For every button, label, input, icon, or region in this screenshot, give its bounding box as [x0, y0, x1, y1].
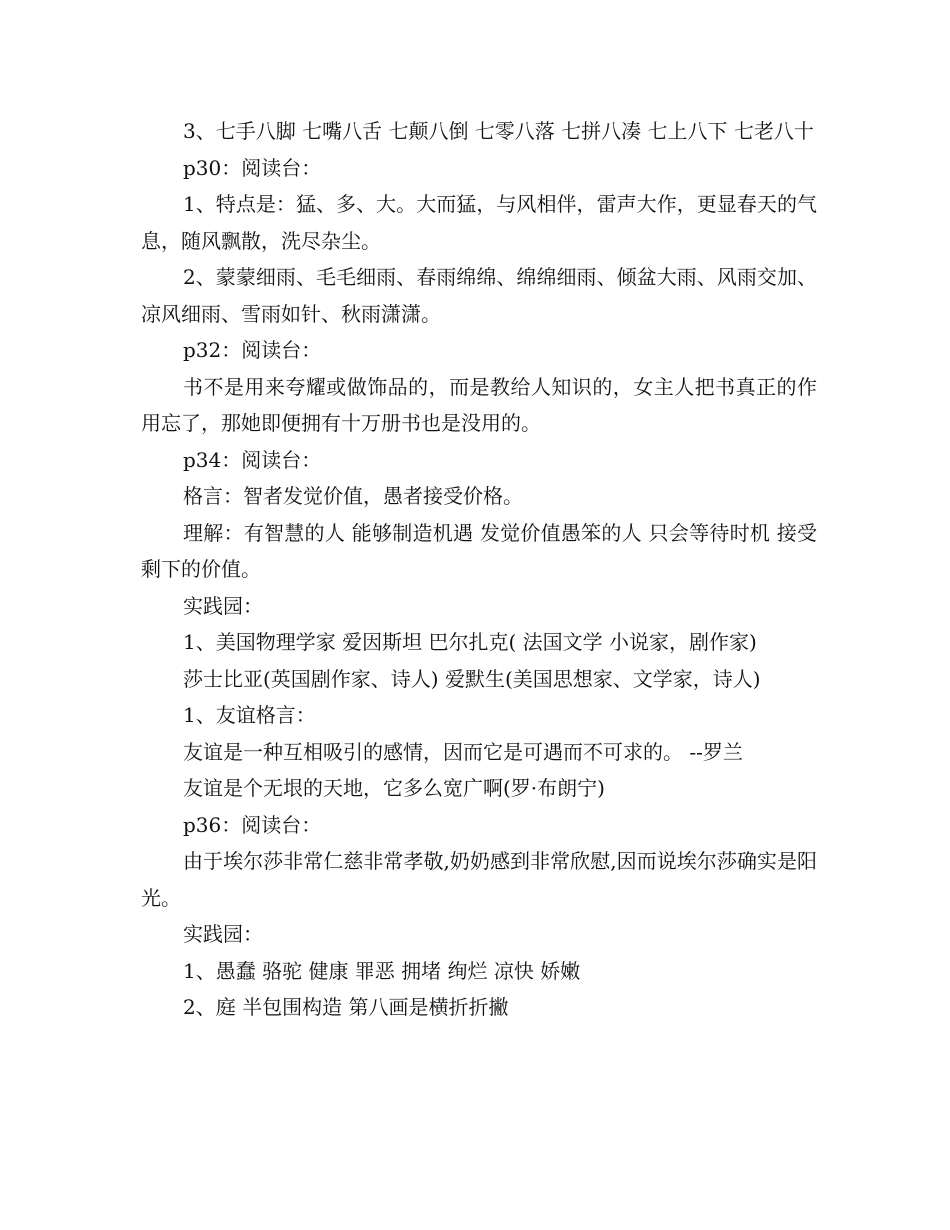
heading-friendship-mottos: 1、友谊格言：	[183, 703, 316, 727]
paragraph-p32-answer: 书不是用来夸耀或做饰品的，而是教给人知识的，女主人把书真正的作用忘了，那她即便拥有十万册书也是没用的。	[141, 374, 817, 435]
paragraph-practice-character: 2、庭 半包围构造 第八画是横折折撇	[183, 995, 509, 1019]
paragraph-p30-answer-1: 1、特点是：猛、多、大。大而猛，与风相伴，雷声大作，更显春天的气息，随风飘散，洗尽杂尘。	[141, 192, 817, 253]
paragraph-p36-answer: 由于埃尔莎非常仁慈非常孝敬,奶奶感到非常欣慰,因而说埃尔莎确实是阳光。	[141, 849, 817, 910]
document-body	[141, 113, 817, 1026]
paragraph-practice-authors-1: 1、美国物理学家 爱因斯坦 巴尔扎克( 法国文学 小说家，剧作家)	[183, 630, 757, 654]
paragraph-p34-motto: 格言：智者发觉价值，愚者接受价格。	[183, 484, 523, 508]
heading-practice-1: 实践园：	[183, 593, 263, 618]
paragraph-friendship-motto-1: 友谊是一种互相吸引的感情，因而它是可遇而不可求的。 --罗兰	[183, 739, 743, 764]
paragraph-p30-answer-2: 2、蒙蒙细雨、毛毛细雨、春雨绵绵、绵绵细雨、倾盆大雨、风雨交加、凉风细雨、雪雨如针、秋雨潇潇。	[141, 265, 817, 326]
heading-p30-reading: p30：阅读台：	[183, 155, 322, 180]
heading-p34-reading: p34：阅读台：	[183, 447, 322, 472]
heading-p36-reading: p36：阅读台：	[183, 812, 322, 837]
heading-p32-reading: p32：阅读台：	[183, 338, 322, 362]
heading-practice-2: 实践园：	[183, 922, 263, 946]
paragraph-practice-words: 1、愚蠢 骆驼 健康 罪恶 拥堵 绚烂 凉快 娇嫩	[183, 958, 581, 983]
paragraph-practice-authors-2: 莎士比亚(英国剧作家、诗人) 爱默生(美国思想家、文学家，诗人)	[183, 666, 761, 691]
paragraph-friendship-motto-2: 友谊是个无垠的天地，它多么宽广啊(罗·布朗宁)	[183, 776, 605, 800]
paragraph-idioms-qi-ba: 3、七手八脚 七嘴八舌 七颠八倒 七零八落 七拼八凑 七上八下 七老八十	[183, 119, 814, 143]
paragraph-p34-understanding: 理解：有智慧的人 能够制造机遇 发觉价值愚笨的人 只会等待时机 接受剩下的价值。	[141, 520, 817, 581]
